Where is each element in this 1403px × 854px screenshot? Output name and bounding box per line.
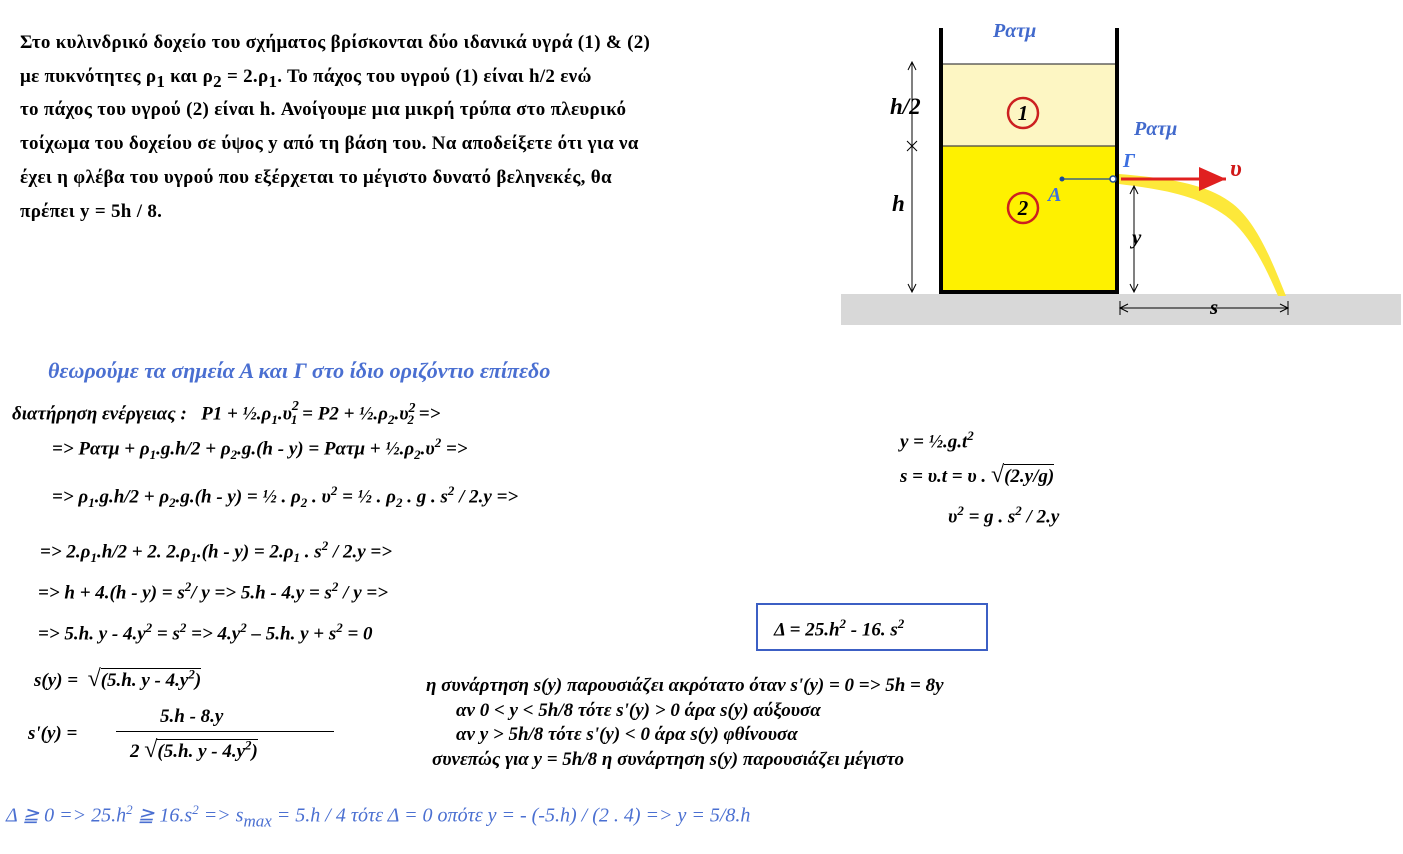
- y-label: y: [1132, 225, 1142, 249]
- h-half-label: h/2: [890, 94, 921, 119]
- problem-line-6: πρέπει y = 5h / 8.: [20, 201, 163, 222]
- problem-line-1: Στο κυλινδρικό δοχείο του σχήματος βρίσκονται δύο ιδανικά υγρά (1) & (2): [20, 32, 651, 53]
- problem-line-4: τοίχωμα του δοχείου σε ύψος y από τη βάση του. Να αποδείξετε ότι για να: [20, 133, 639, 154]
- side-equation-2: s = υ.t = υ . √(2.y/g): [900, 462, 1055, 488]
- liquid-2-region: [942, 146, 1116, 291]
- ground: [841, 294, 1401, 325]
- liquid-1-region: [942, 64, 1116, 146]
- velocity-label: υ: [1230, 156, 1242, 182]
- side-equation-3: $\upsilon^2 = g$ . $s^2 / 2.y$: [948, 503, 1060, 528]
- liquid-2-label: 2: [1017, 196, 1029, 220]
- container-diagram: [838, 14, 1403, 330]
- point-a-label: Α: [1048, 184, 1062, 206]
- sprime-numerator: 5.h - 8.y: [160, 706, 224, 727]
- point-g-dot: [1110, 176, 1116, 182]
- patm-side-label: Ρατμ: [1134, 118, 1178, 140]
- sy-formula: s(y) = √(5.h. y - $4.y^2$): [34, 666, 202, 692]
- sprime-denominator: 2 √(5.h. y - $4.y^2$): [130, 737, 258, 763]
- problem-line-3: το πάχος του υγρού (2) είναι h. Ανοίγουμε μια μικρή τρύπα στο πλευρικό: [20, 99, 627, 120]
- analysis-line-1: η συνάρτηση s(y) παρουσιάζει ακρότατο όταν s'(y) = 0 => 5h = 8y: [426, 675, 944, 696]
- equation-row-4: => $h + 4.(h - y) = s^2/$ $y => 5.h - 4.y = s^2 / y$ =>: [38, 579, 389, 604]
- equation-row-3: => $2.\rho_1.h/2 + 2$. $2.\rho_1.(h - y) = 2.\rho_1$ . $s^2 / 2.y$ =>: [40, 538, 393, 566]
- analysis-line-3: αν y > 5h/8 τότε s'(y) < 0 άρα s(y) φθίνουσα: [456, 724, 798, 745]
- fraction-bar: [116, 731, 334, 732]
- problem-line-5: έχει η φλέβα του υγρού που εξέρχεται το μέγιστο δυνατό βεληνεκές, θα: [20, 167, 612, 188]
- s-label: s: [1210, 295, 1219, 319]
- problem-line-2: με πυκνότητες $\rho_1$ και $\rho_2 = 2.\rho_1$. Το πάχος του υγρού (1) είναι h/2 ενώ: [20, 66, 592, 91]
- point-g-label: Γ: [1123, 150, 1136, 172]
- patm-top-label: Ρατμ: [993, 20, 1037, 42]
- analysis-line-4: συνεπώς για y = 5h/8 η συνάρτηση s(y) παρουσιάζει μέγιστο: [432, 749, 905, 770]
- equation-row-2: => $\rho_1.g.h/2 + \rho_2.g.(h - y)$ = ½ . $\rho_2$ . $\upsilon^2$ = ½ . $\rho_2$ . g . $s^2 / 2.y$ =>: [52, 483, 519, 511]
- liquid-1-label: 1: [1017, 101, 1029, 125]
- discriminant-formula: $\Delta = 25.h^2 - 16$. $s^2$: [774, 616, 905, 641]
- sprime-label: s'(y) =: [28, 723, 78, 744]
- solution-title: θεωρούμε τα σημεία Α και Γ στο ίδιο οριζόντιο επίπεδο: [48, 358, 551, 383]
- discriminant-box: [756, 603, 988, 651]
- energy-equation: διατήρηση ενέργειας : $P1 + \frac{1}{2}.\rho_1.\upsilon^2_1 = P2$ + $\frac{1}{2}.\rho_2.\upsilon^2_2$ =>: [12, 399, 441, 428]
- h-label: h: [892, 191, 905, 216]
- analysis-line-2: αν 0 < y < 5h/8 τότε s'(y) > 0 άρα s(y) αύξουσα: [456, 700, 821, 721]
- equation-row-5: => 5.h. $y - 4.y^2 = s^2 => 4.y^2 - 5.h$. $y + s^2 = 0$: [38, 620, 373, 645]
- liquid-jet: [1119, 174, 1286, 296]
- final-conclusion: Δ ≧ $0 => 25.h^2$ ≧ $16.s^2 => s_{max} = 5.h / 4$ τότε Δ = 0 οπότε y = - (-5.h) / (2 . 4) => y = 5/8.h: [6, 802, 751, 831]
- point-a-dot: [1060, 177, 1065, 182]
- equation-row-1: => $P\alpha\tau\mu + \rho_1.g.h/2 + \rho_2.g.(h - y) = P\alpha\tau\mu$ + $\frac{1}{2}.\rho_2.\upsilon^2$ =>: [52, 435, 468, 463]
- sy-radical: (5.h. y - $4.y^2$): [100, 666, 202, 691]
- side-equation-1: $y = \frac{1}{2}.g.t^2$: [900, 428, 974, 453]
